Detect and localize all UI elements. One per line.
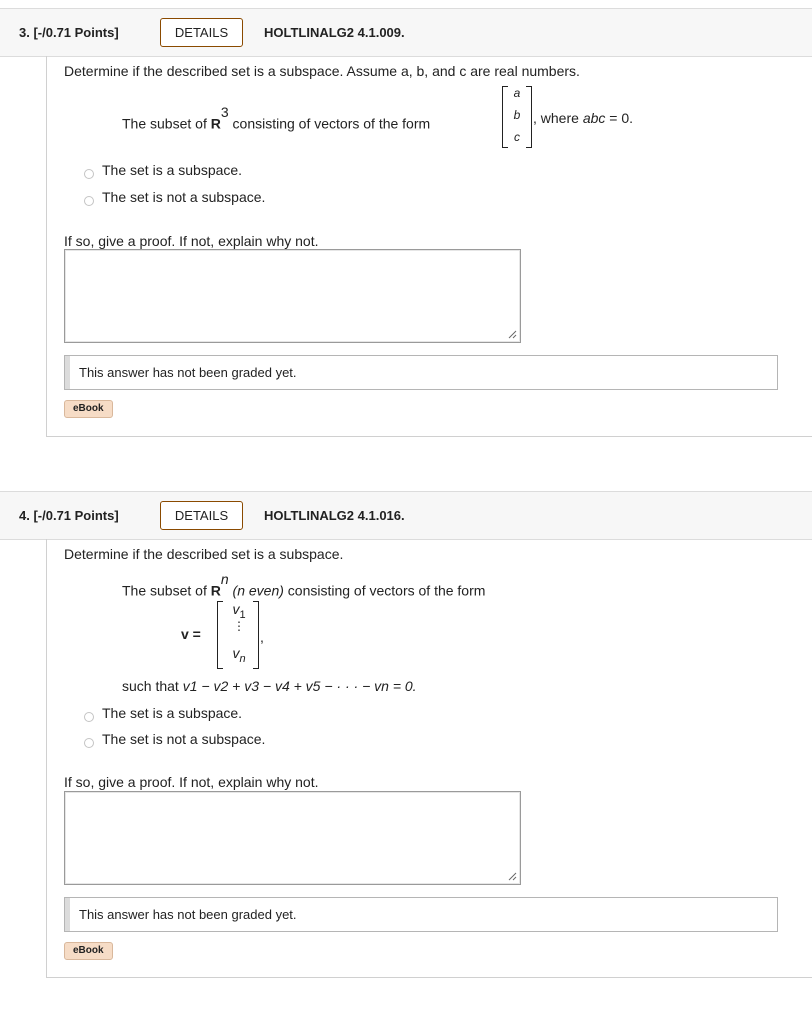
resize-handle-icon[interactable] bbox=[507, 329, 517, 339]
details-button[interactable]: DETAILS bbox=[160, 501, 243, 530]
grading-status-box bbox=[64, 897, 778, 932]
vector-entry-dots: ⋮ bbox=[233, 619, 245, 633]
answer-textarea[interactable] bbox=[64, 791, 521, 885]
answer-textarea[interactable] bbox=[64, 249, 521, 343]
radio-option-not-subspace[interactable] bbox=[84, 196, 94, 206]
where-condition: , where abc = 0. bbox=[533, 110, 634, 126]
instruction-text: Determine if the described set is a subspace. bbox=[64, 546, 344, 562]
question-code: HOLTLINALG2 4.1.016. bbox=[264, 508, 405, 523]
grading-status-text: This answer has not been graded yet. bbox=[79, 365, 297, 380]
subset-description: The subset of $R^n$ (n even) consisting of vectors of the form bbox=[122, 571, 486, 599]
option-label: The set is a subspace. bbox=[102, 162, 243, 178]
question-header bbox=[0, 491, 812, 540]
question-number: 3. [-/0.71 Points] bbox=[19, 25, 119, 40]
vector-entry-c: c bbox=[514, 130, 520, 144]
vector-entry-a: a bbox=[513, 86, 521, 100]
vector-entry-b: b bbox=[513, 108, 521, 122]
instruction-text: Determine if the described set is a subspace. Assume a, b, and c are real numbers. bbox=[64, 63, 580, 79]
question-body bbox=[46, 56, 812, 437]
right-bracket bbox=[526, 86, 532, 148]
grading-status-box bbox=[64, 355, 778, 390]
vector-label: v = bbox=[181, 626, 201, 642]
option-label: The set is not a subspace. bbox=[102, 731, 266, 747]
question-header bbox=[0, 8, 812, 57]
radio-option-not-subspace[interactable] bbox=[84, 738, 94, 748]
radio-option-subspace[interactable] bbox=[84, 712, 94, 722]
details-button[interactable]: DETAILS bbox=[160, 18, 243, 47]
resize-handle-icon[interactable] bbox=[507, 871, 517, 881]
vector-entry-vn: $v_n$ bbox=[232, 645, 246, 665]
radio-option-subspace[interactable] bbox=[84, 169, 94, 179]
left-bracket bbox=[502, 86, 508, 148]
left-bracket bbox=[217, 601, 223, 669]
option-label: The set is not a subspace. bbox=[102, 189, 266, 205]
subset-description: The subset of $R^3$ consisting of vectors of the form bbox=[122, 104, 431, 132]
proof-prompt: If so, give a proof. If not, explain why not. bbox=[64, 774, 319, 790]
question-number: 4. [-/0.71 Points] bbox=[19, 508, 119, 523]
vector-entry-v1: $v_1$ bbox=[232, 601, 246, 621]
ebook-button[interactable]: eBook bbox=[64, 942, 113, 960]
grading-status-text: This answer has not been graded yet. bbox=[79, 907, 297, 922]
vector-comma: , bbox=[260, 629, 264, 645]
right-bracket bbox=[253, 601, 259, 669]
column-vector bbox=[502, 86, 532, 146]
question-body bbox=[46, 539, 812, 978]
question-code: HOLTLINALG2 4.1.009. bbox=[264, 25, 405, 40]
ebook-button[interactable]: eBook bbox=[64, 400, 113, 418]
condition-text: such that v1 − v2 + v3 − v4 + v5 − · · · − vn = 0. bbox=[122, 678, 417, 694]
column-vector bbox=[217, 601, 261, 667]
proof-prompt: If so, give a proof. If not, explain why not. bbox=[64, 233, 319, 249]
option-label: The set is a subspace. bbox=[102, 705, 243, 721]
